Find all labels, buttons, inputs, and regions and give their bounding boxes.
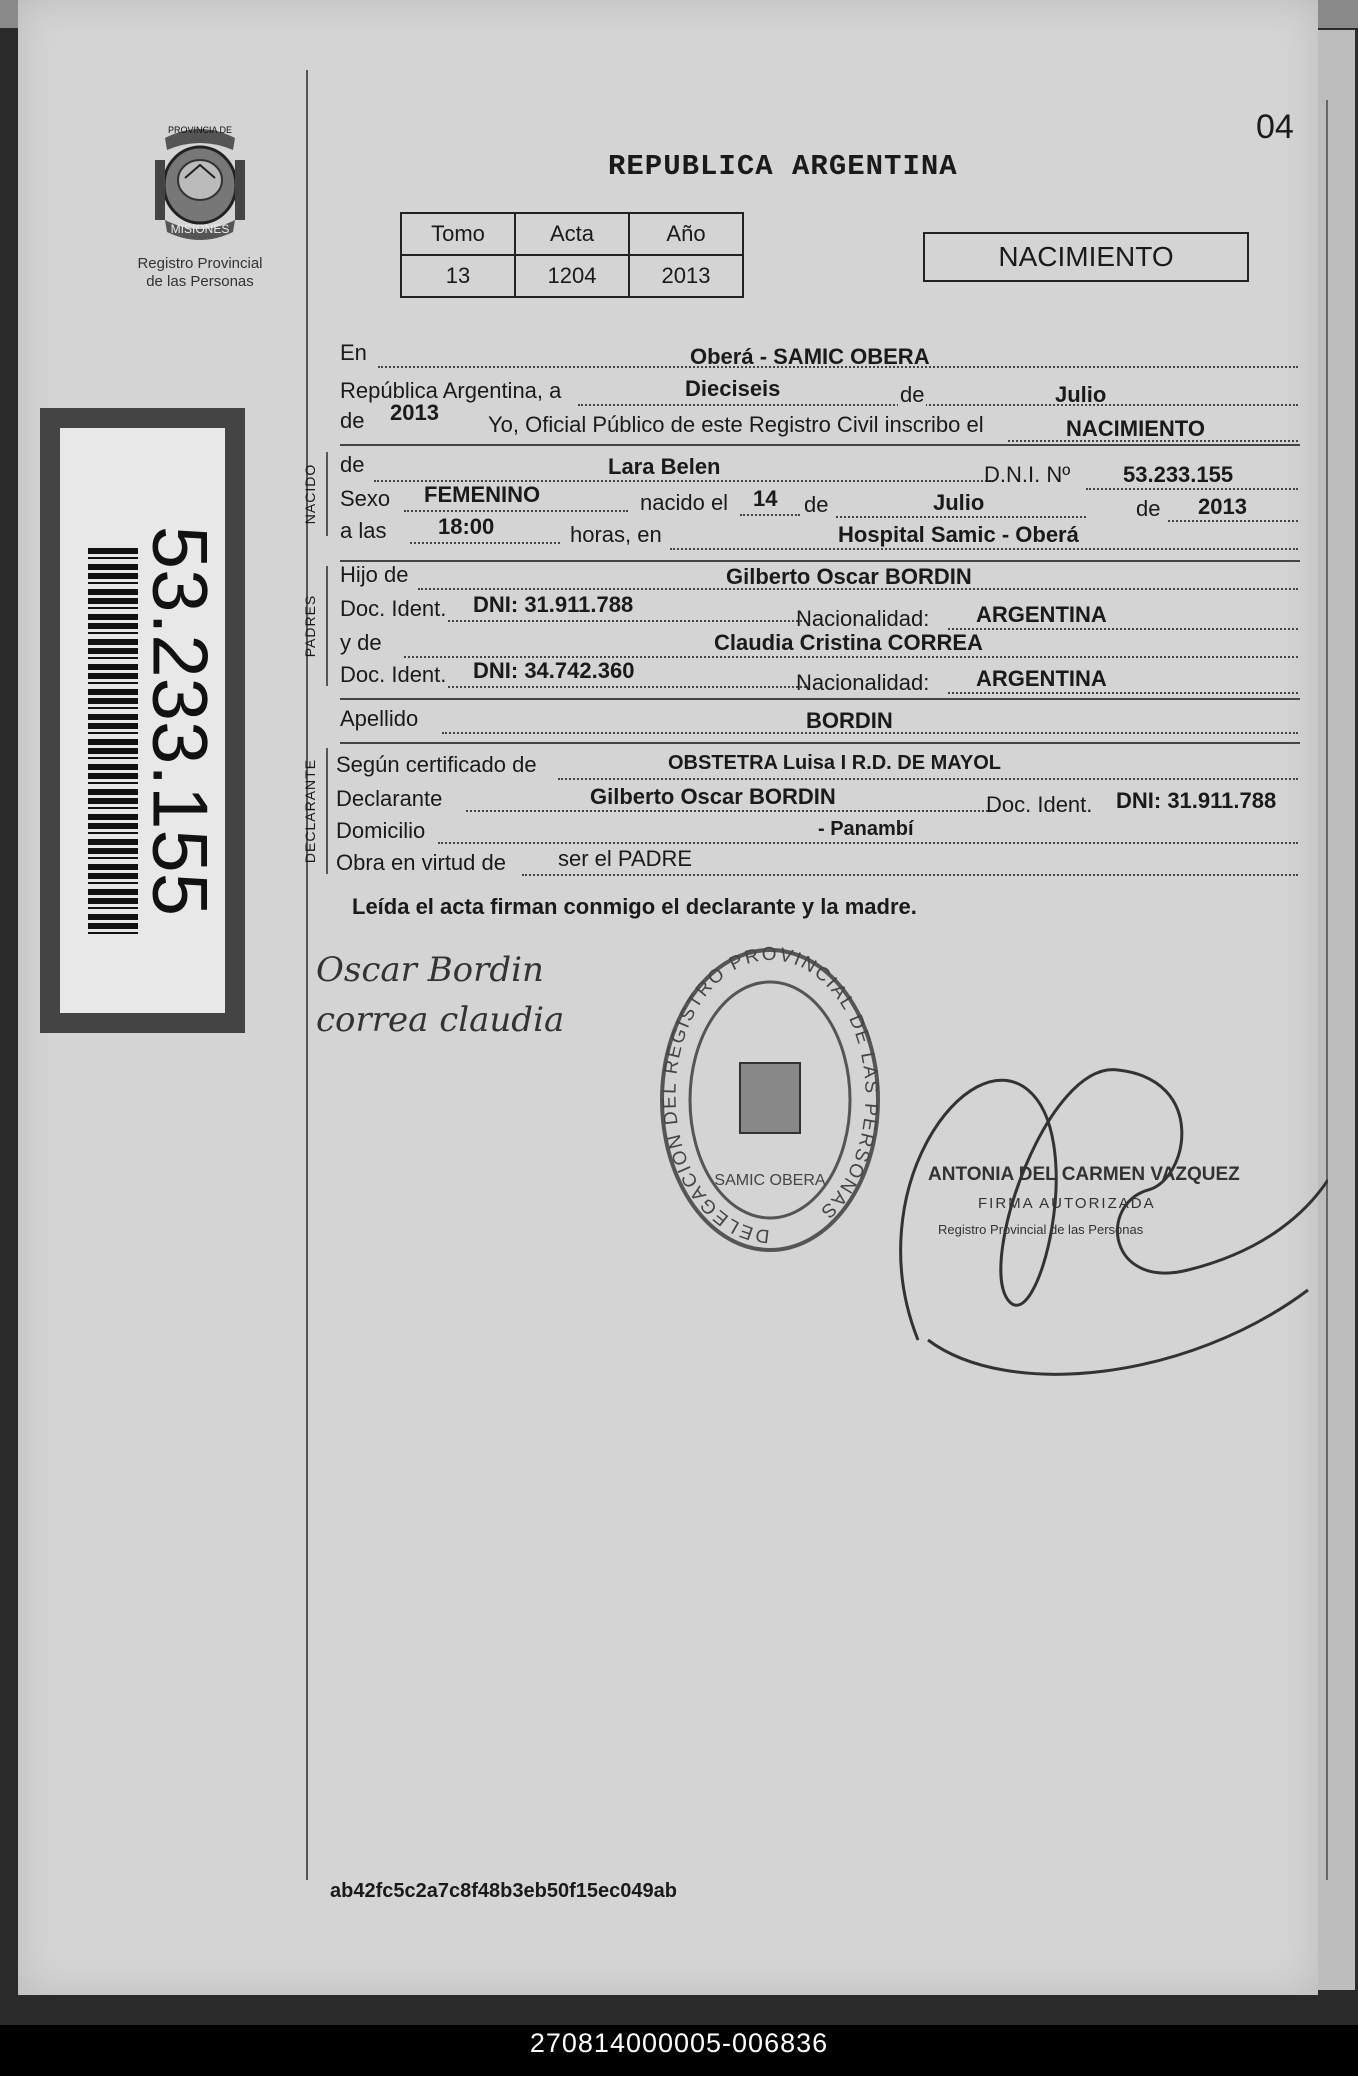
barcode-number: 53.233.155 [136, 525, 225, 916]
label-de: de [900, 382, 925, 407]
label-y-de: y de [340, 630, 382, 655]
document-page [18, 0, 1318, 1995]
year-value: 2013 [390, 400, 439, 425]
label-apellido: Apellido [340, 706, 419, 731]
birth-year-value: 2013 [1198, 494, 1247, 519]
obra-value: ser el PADRE [558, 846, 693, 871]
register-table [400, 212, 744, 298]
child-name-value: Lara Belen [608, 454, 721, 479]
label-sexo: Sexo [340, 486, 391, 511]
father-doc-value: DNI: 31.911.788 [473, 592, 634, 617]
svg-text:SAMIC OBERA: SAMIC OBERA [714, 1172, 826, 1189]
margin-line-right [1326, 100, 1328, 1880]
document-title: REPUBLICA ARGENTINA [608, 150, 958, 183]
table-value-anio: 2013 [629, 255, 743, 297]
label-horas-en: horas, en [570, 522, 662, 547]
label-a-las: a las [340, 518, 387, 543]
officer-text: Yo, Oficial Público de este Registro Civil inscribo el [488, 412, 984, 437]
mother-nationality-value: ARGENTINA [976, 666, 1107, 691]
svg-text:PROVINCIA DE: PROVINCIA DE [167, 125, 233, 135]
margin-line-left [306, 70, 308, 1880]
misiones-coat-of-arms-icon [145, 120, 255, 250]
apellido-value: BORDIN [806, 708, 893, 733]
document-hash: ab42fc5c2a7c8f48b3eb50f15ec049ab [330, 1880, 677, 1902]
table-header-tomo: Tomo [401, 213, 515, 255]
label-nacido-el: nacido el [640, 490, 729, 515]
svg-text:FIRMA AUTORIZADA: FIRMA AUTORIZADA [978, 1195, 1156, 1212]
closing-statement: Leída el acta firman conmigo el declarante y la madre. [352, 894, 917, 919]
domicilio-value: - Panambí [818, 818, 914, 840]
label-de-year: de [340, 408, 365, 433]
label-republica: República Argentina, a [340, 378, 562, 403]
birth-time-value: 18:00 [438, 514, 495, 539]
label-en: En [340, 340, 367, 365]
label-de-year2: de [1136, 496, 1161, 521]
stamp-crest-icon [740, 1063, 800, 1133]
label-doc-ident-mother: Doc. Ident. [340, 662, 447, 687]
sheet-number: 04 [1256, 108, 1294, 146]
record-type-box: NACIMIENTO [923, 232, 1249, 282]
birth-month-value: Julio [933, 490, 985, 515]
label-de-name: de [340, 452, 365, 477]
birth-day-value: 14 [753, 486, 778, 511]
label-declarante: Declarante [336, 786, 443, 811]
month-value: Julio [1055, 382, 1107, 407]
mother-name-value: Claudia Cristina CORREA [714, 630, 983, 655]
registry-logo [130, 120, 270, 291]
birth-place-value: Hospital Samic - Oberá [838, 522, 1079, 547]
svg-text:Registro Provincial de las Per: Registro Provincial de las Personas [938, 1222, 1144, 1237]
svg-text:MISIONES: MISIONES [170, 222, 230, 236]
scan-footer-code: 270814000005-006836 [529, 2028, 829, 2058]
label-de-month: de [804, 492, 829, 517]
signature-mother: correa claudia [316, 1000, 565, 1040]
table-value-tomo: 13 [401, 255, 515, 297]
record-kind-value: NACIMIENTO [1066, 416, 1205, 441]
table-header-anio: Año [629, 213, 743, 255]
label-nacionalidad-mother: Nacionalidad: [796, 670, 930, 695]
label-obra: Obra en virtud de [336, 850, 506, 875]
registry-caption-1: Registro Provincial [137, 255, 263, 272]
label-certificado: Según certificado de [336, 752, 537, 777]
signature-declarante: Oscar Bordin [316, 950, 544, 990]
svg-text:DELEGACION DEL REGISTRO PROVIN: DELEGACION DEL REGISTRO PROVINCIAL DE LAS PERSONAS [659, 945, 882, 1247]
place-value: Oberá - SAMIC OBERA [690, 344, 930, 369]
mother-doc-value: DNI: 34.742.360 [473, 658, 635, 683]
section-label-nacido: NACIDO [302, 463, 318, 525]
label-hijo-de: Hijo de [340, 562, 409, 587]
table-value-acta: 1204 [515, 255, 629, 297]
certificado-value: OBSTETRA Luisa I R.D. DE MAYOL [668, 752, 1001, 774]
sexo-value: FEMENINO [424, 482, 541, 507]
table-header-acta: Acta [515, 213, 629, 255]
declarante-value: Gilberto Oscar BORDIN [590, 784, 836, 809]
section-label-declarante: DECLARANTE [302, 758, 318, 864]
label-doc-ident-father: Doc. Ident. [340, 596, 447, 621]
declarante-doc-value: DNI: 31.911.788 [1116, 788, 1277, 813]
child-dni-value: 53.233.155 [1123, 462, 1234, 487]
day-words-value: Dieciseis [685, 376, 781, 401]
registry-stamp [658, 945, 883, 1255]
officer-signature [888, 1040, 1328, 1400]
barcode-bars [88, 548, 138, 938]
label-domicilio: Domicilio [336, 818, 426, 843]
label-doc-ident-declarante: Doc. Ident. [986, 792, 1093, 817]
svg-text:ANTONIA DEL CARMEN VAZQUEZ: ANTONIA DEL CARMEN VAZQUEZ [928, 1164, 1240, 1185]
father-name-value: Gilberto Oscar BORDIN [726, 564, 972, 589]
section-label-padres: PADRES [302, 594, 318, 658]
label-nacionalidad-father: Nacionalidad: [796, 606, 930, 631]
barcode-label [40, 408, 245, 1033]
registry-caption-2: de las Personas [146, 273, 254, 290]
father-nationality-value: ARGENTINA [976, 602, 1107, 627]
label-dni: D.N.I. Nº [984, 462, 1071, 487]
